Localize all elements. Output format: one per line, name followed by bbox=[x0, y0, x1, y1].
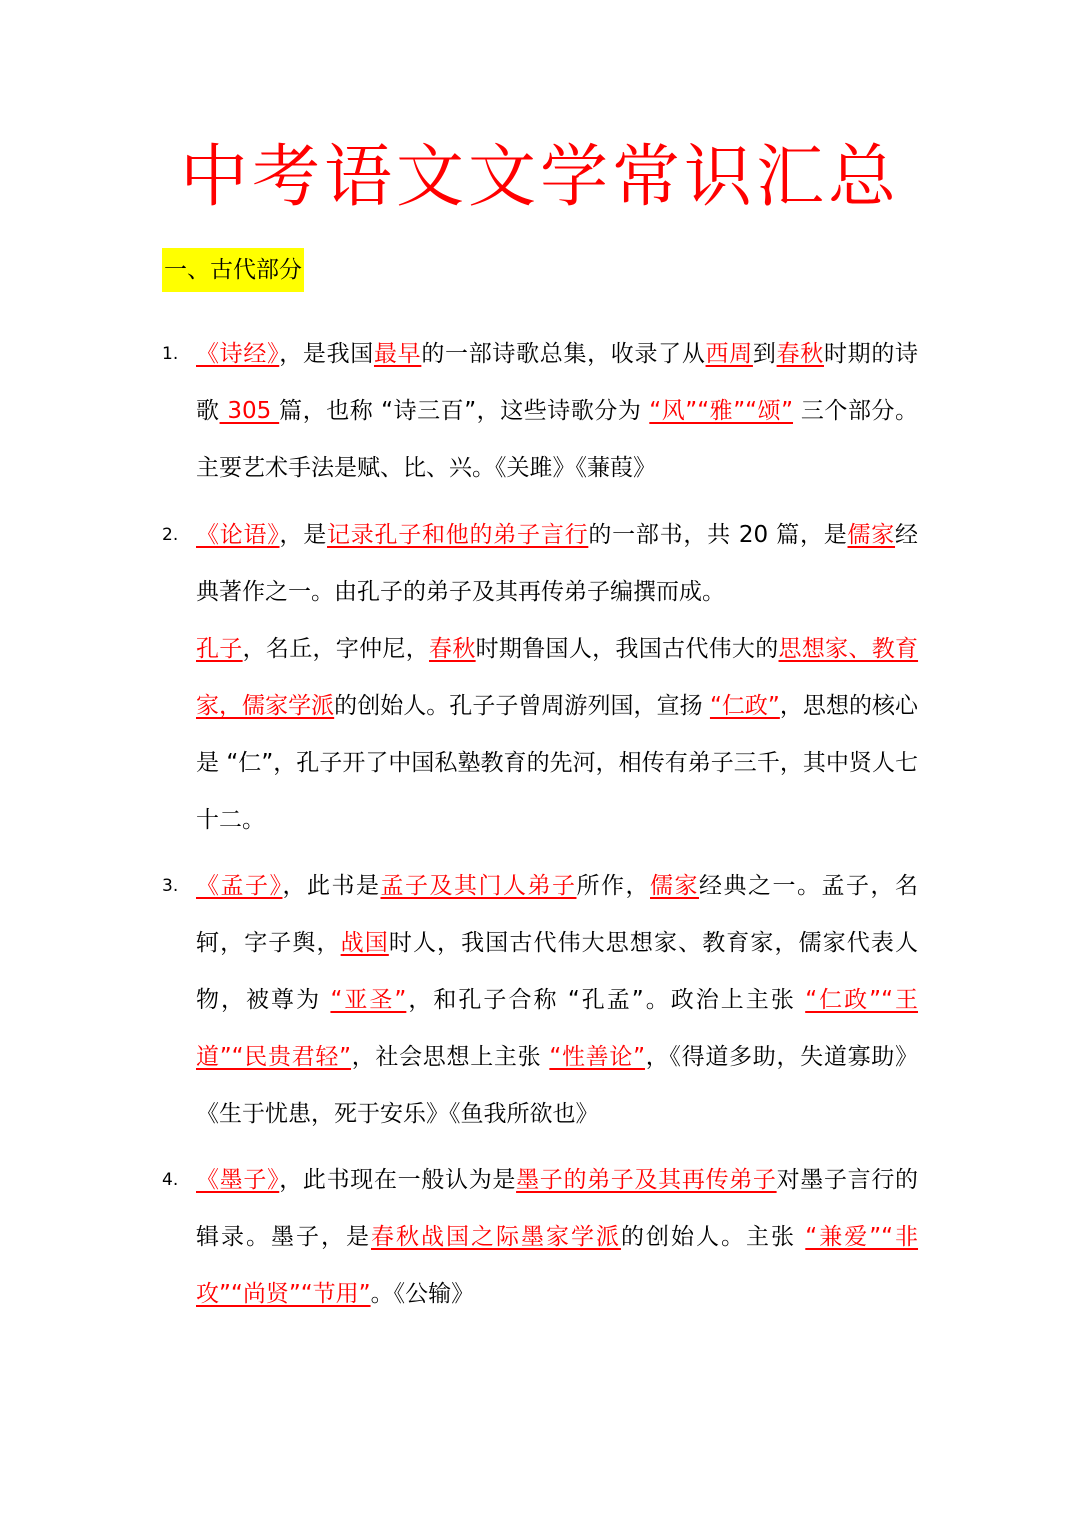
item-paragraph bbox=[196, 858, 918, 1143]
body-text: ，名丘，字仲尼， bbox=[242, 636, 430, 662]
list-item-3 bbox=[162, 858, 919, 1143]
body-text: 三个部分。主要艺术手法是赋、比、兴。《关雎》《蒹葭》 bbox=[196, 398, 919, 481]
body-text: 的一部书，共 20 篇，是 bbox=[588, 522, 848, 548]
key-term: 305 bbox=[219, 398, 280, 424]
key-term: 最早 bbox=[373, 341, 422, 367]
key-term: 春秋战国之际墨家学派 bbox=[371, 1224, 621, 1250]
key-term: “风”“雅”“颂” bbox=[649, 398, 794, 424]
body-text: ，此书是 bbox=[282, 873, 381, 899]
body-text: 的创始人。孔子子曾周游列国，宣扬 bbox=[334, 693, 710, 719]
list-item-4 bbox=[162, 1152, 919, 1323]
key-term: “性善论” bbox=[549, 1044, 646, 1070]
key-term: “仁政” bbox=[709, 693, 780, 719]
item-paragraph bbox=[196, 326, 918, 497]
key-term: “亚圣” bbox=[330, 987, 407, 1013]
body-text: 到 bbox=[752, 341, 777, 367]
body-text: 时期的诗歌 bbox=[196, 341, 919, 424]
body-text: ，是 bbox=[279, 522, 328, 548]
list-item-1 bbox=[162, 326, 919, 497]
item-paragraph bbox=[196, 1152, 918, 1323]
body-text: 的创始人。主张 bbox=[620, 1224, 806, 1250]
key-term: 战国 bbox=[340, 930, 389, 956]
page-title: 中考语文文学常识汇总 bbox=[179, 138, 900, 217]
body-text: 对墨子言行的辑录。墨子，是 bbox=[196, 1167, 919, 1250]
body-text: ，和孔子合称 “孔孟”。政治上主张 bbox=[406, 987, 806, 1013]
body-text: 经典之一。孟子，名轲，字子舆， bbox=[196, 873, 918, 956]
key-term: 儒家 bbox=[847, 522, 896, 548]
key-term: 《诗经》 bbox=[196, 341, 280, 367]
section-heading: 一、古代部分 bbox=[162, 248, 304, 292]
body-text: ，是我国 bbox=[279, 341, 374, 367]
key-term: 西周 bbox=[705, 341, 753, 367]
key-term: “兼爱”“非攻”“尚贤”“节用” bbox=[196, 1224, 919, 1307]
item-number: 1. bbox=[162, 344, 179, 364]
key-term: 《墨子》 bbox=[196, 1167, 280, 1193]
body-text: ，思想的核心是 “仁”，孔子开了中国私塾教育的先河，相传有弟子三千，其中贤人七十二。 bbox=[196, 693, 919, 833]
key-term: 儒家 bbox=[650, 873, 699, 899]
body-text: 经典著作之一。由孔子的弟子及其再传弟子编撰而成。 bbox=[196, 522, 919, 605]
key-term: “仁政”“王道”“民贵君轻” bbox=[196, 987, 919, 1070]
item-number: 2. bbox=[162, 525, 179, 545]
list-item-2 bbox=[162, 507, 919, 849]
key-term: 春秋 bbox=[429, 636, 476, 662]
key-term: 墨子的弟子及其再传弟子 bbox=[516, 1167, 777, 1193]
item-number: 4. bbox=[162, 1170, 179, 1190]
key-term: 孔子 bbox=[196, 636, 243, 662]
item-paragraph bbox=[196, 507, 918, 621]
body-text: 时人，我国古代伟大思想家、教育家，儒家代表人物，被尊为 bbox=[196, 930, 919, 1013]
item-paragraph bbox=[196, 621, 918, 849]
body-text: 的一部诗歌总集，收录了从 bbox=[421, 341, 706, 367]
key-term: 《论语》 bbox=[196, 522, 280, 548]
key-term: 思想家、教育家，儒家学派 bbox=[196, 636, 919, 719]
key-term: 春秋 bbox=[776, 341, 824, 367]
item-number: 3. bbox=[162, 876, 179, 896]
body-text: 所作， bbox=[576, 873, 650, 899]
key-term: 《孟子》 bbox=[196, 873, 283, 899]
body-text: 时期鲁国人，我国古代伟大的 bbox=[475, 636, 779, 662]
body-text: 篇，也称 “诗三百”，这些诗歌分为 bbox=[279, 398, 650, 424]
body-text: 。《公输》 bbox=[370, 1281, 475, 1307]
body-text: ，《得道多助，失道寡助》《生于忧患，死于安乐》《鱼我所欲也》 bbox=[196, 1044, 918, 1127]
key-term: 记录孔子和他的弟子言行 bbox=[327, 522, 589, 548]
key-term: 孟子及其门人弟子 bbox=[380, 873, 577, 899]
body-text: ，社会思想上主张 bbox=[350, 1044, 550, 1070]
body-text: ，此书现在一般认为是 bbox=[279, 1167, 517, 1193]
